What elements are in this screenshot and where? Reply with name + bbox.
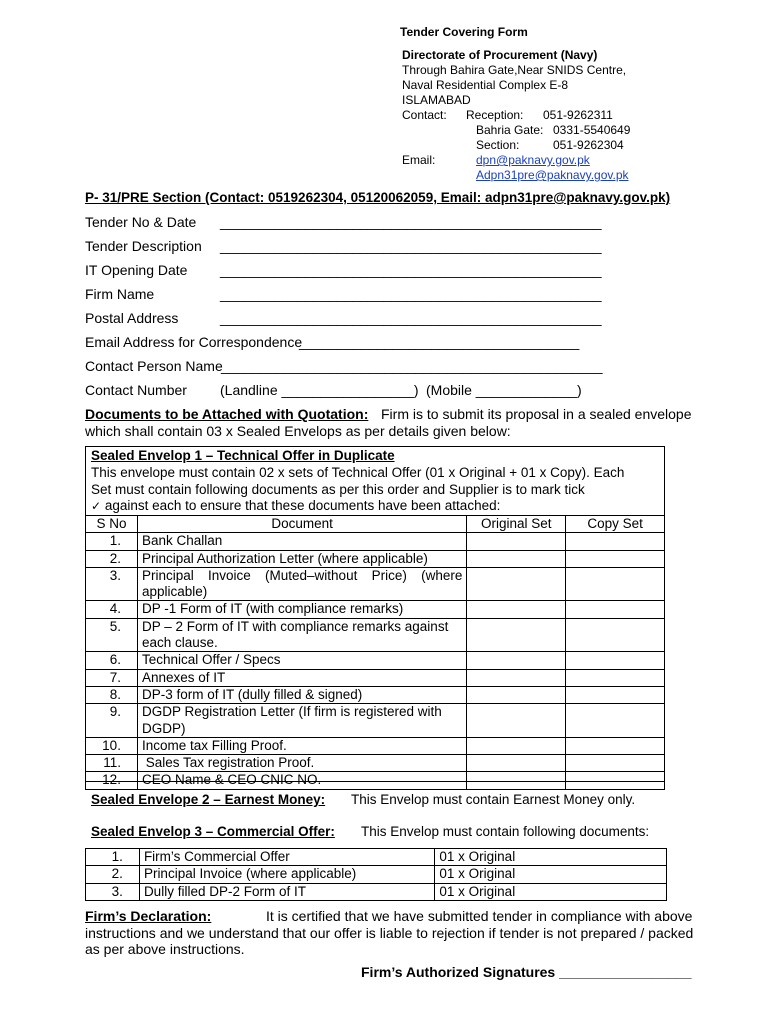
table-row [86,883,667,900]
row-document: Dully filled DP-2 Form of IT [139,883,434,900]
sealed-envelop-1-desc-2: Set must contain following documents as per this order and Supplier is to mark tick [91,482,585,497]
row-no: 3. [86,883,140,900]
reception-label: Reception: [466,108,524,122]
table-row [86,866,667,883]
row-no: 11. [86,755,138,772]
firm-name-line[interactable]: _________________________________________________ [220,286,602,302]
contact-label: Contact: [402,108,447,122]
row-no: 1. [86,533,138,550]
copy-set-cell[interactable] [566,618,665,652]
table-row [86,772,665,789]
row-no: 9. [86,704,138,738]
signature-line[interactable]: _________________ [559,964,692,980]
table-row [86,669,665,686]
table-row [86,567,665,601]
table-row [86,737,665,754]
row-no: 6. [86,652,138,669]
original-set-cell[interactable] [467,601,566,618]
row-document: Sales Tax registration Proof. [137,755,466,772]
section-label: Section: [476,138,520,152]
row-no: 4. [86,601,138,618]
original-set-cell[interactable] [467,533,566,550]
landline-field[interactable]: (Landline _________________) [220,382,419,398]
table-row [86,652,665,669]
org-name: Directorate of Procurement (Navy) [402,48,598,62]
email-correspondence-label: Email Address for Correspondence [85,334,303,350]
documents-intro-2: which shall contain 03 x Sealed Envelops as per details given below: [85,423,511,439]
table-row [86,550,665,567]
declaration-text-1: It is certified that we have submitted tender in compliance with above [266,908,693,924]
original-set-cell[interactable] [467,618,566,652]
copy-set-cell[interactable] [566,652,665,669]
original-set-cell[interactable] [467,704,566,738]
reception-number: 051-9262311 [543,108,613,122]
tender-no-line[interactable]: _________________________________________________ [220,214,602,230]
col-document-header: Document [137,516,466,533]
signature-row [361,964,691,980]
copy-set-cell[interactable] [566,601,665,618]
copy-set-cell[interactable] [566,737,665,754]
sealed-envelop-1-desc-3: against each to ensure that these documents have been attached: [101,498,501,513]
copy-set-cell[interactable] [566,533,665,550]
signature-label: Firm’s Authorized Signatures [361,964,556,980]
original-set-cell[interactable] [467,737,566,754]
postal-address-line[interactable]: _________________________________________________ [220,310,602,326]
form-title: Tender Covering Form [400,25,528,39]
tender-no-label: Tender No & Date [85,214,197,230]
col-original-set-header: Original Set [467,516,566,533]
col-copy-set-header: Copy Set [566,516,665,533]
row-document: Firm’s Commercial Offer [139,849,434,866]
row-no: 7. [86,669,138,686]
row-no: 12. [86,772,138,789]
table-row [86,686,665,703]
email-correspondence-line[interactable]: ____________________________________ [299,334,580,350]
row-document: Technical Offer / Specs [137,652,466,669]
row-document: Income tax Filling Proof. [137,737,466,754]
contact-number-label: Contact Number [85,382,187,398]
firm-name-label: Firm Name [85,286,155,302]
copy-set-cell[interactable] [566,686,665,703]
row-no: 8. [86,686,138,703]
table-header-row [86,516,665,533]
section-heading: P- 31/PRE Section (Contact: 0519262304, 05120062059, Email: adpn31pre@paknavy.gov.pk) [85,190,671,205]
sealed-envelope-2-desc: This Envelop must contain Earnest Money only. [351,792,636,807]
mobile-field[interactable]: (Mobile _____________) [426,382,582,398]
tender-description-line[interactable]: _________________________________________________ [220,238,602,254]
row-quantity: 01 x Original [435,866,667,883]
contact-person-line[interactable]: _________________________________________________ [221,358,603,374]
original-set-cell[interactable] [467,567,566,601]
declaration-title: Firm’s Declaration: [85,908,212,924]
table-row [86,704,665,738]
row-quantity: 01 x Original [435,849,667,866]
tender-description-label: Tender Description [85,238,202,254]
declaration-text-2: instructions and we understand that our offer is liable to rejection if tender is not prepared / packed [85,925,694,941]
original-set-cell[interactable] [467,669,566,686]
copy-set-cell[interactable] [566,772,665,789]
row-no: 5. [86,618,138,652]
sealed-envelop-1-desc-1: This envelope must contain 02 x sets of Technical Offer (01 x Original + 01 x Copy). Each [91,465,625,480]
copy-set-cell[interactable] [566,567,665,601]
sealed-envelop-1-box [85,446,665,788]
sealed-envelope-2-title: Sealed Envelope 2 – Earnest Money: [91,792,326,807]
sealed-envelop-1-title: Sealed Envelop 1 – Technical Offer in Duplicate [91,448,395,463]
address-line-2: Naval Residential Complex E-8 [402,78,569,92]
bahria-gate-label: Bahria Gate: [476,123,544,137]
table-row [86,618,665,652]
section-number: 051-9262304 [553,138,624,152]
original-set-cell[interactable] [467,755,566,772]
row-document: Bank Challan [137,533,466,550]
row-no: 10. [86,737,138,754]
email-link-dpn[interactable]: dpn@paknavy.gov.pk [476,153,590,167]
copy-set-cell[interactable] [566,704,665,738]
checkmark-icon: ✓ [91,499,102,513]
row-document: DGDP Registration Letter (If firm is registered with DGDP) [137,704,466,738]
address-line-3: ISLAMABAD [402,93,471,107]
commercial-documents-table [85,848,667,901]
address-line-1: Through Bahira Gate,Near SNIDS Centre, [402,63,627,77]
table-row [86,601,665,618]
row-document: DP – 2 Form of IT with compliance remarks against each clause. [137,618,466,652]
sealed-envelop-1-desc-3-wrap [91,498,500,513]
contact-person-label: Contact Person Name [85,358,223,374]
table-row [86,533,665,550]
email-label: Email: [402,153,436,167]
it-opening-date-label: IT Opening Date [85,262,188,278]
declaration-text-3: as per above instructions. [85,941,245,957]
postal-address-label: Postal Address [85,310,179,326]
it-opening-date-line[interactable]: _________________________________________________ [220,262,602,278]
table-row [86,849,667,866]
row-document: DP -1 Form of IT (with compliance remarks) [137,601,466,618]
original-set-cell[interactable] [467,686,566,703]
row-document: CEO Name & CEO CNIC NO. [137,772,466,789]
row-no: 2. [86,550,138,567]
row-no: 1. [86,849,140,866]
row-document: DP-3 form of IT (dully filled & signed) [137,686,466,703]
row-no: 2. [86,866,140,883]
table-row [86,755,665,772]
technical-documents-table [85,515,665,790]
row-document: Principal Invoice (where applicable) [139,866,434,883]
copy-set-cell[interactable] [566,550,665,567]
documents-intro-1: Firm is to submit its proposal in a sealed envelope [381,406,692,422]
documents-heading: Documents to be Attached with Quotation: [85,406,369,422]
email-link-adpn31pre[interactable]: Adpn31pre@paknavy.gov.pk [476,168,629,182]
row-document: Annexes of IT [137,669,466,686]
sealed-envelop-3-title: Sealed Envelop 3 – Commercial Offer: [91,824,335,839]
row-document: Principal Invoice (Muted–without Price) (where applicable) [137,567,466,601]
copy-set-cell[interactable] [566,669,665,686]
original-set-cell[interactable] [467,772,566,789]
row-no: 3. [86,567,138,601]
copy-set-cell[interactable] [566,755,665,772]
original-set-cell[interactable] [467,652,566,669]
col-sno-header: S No [86,516,138,533]
original-set-cell[interactable] [467,550,566,567]
row-document: Principal Authorization Letter (where applicable) [137,550,466,567]
bahria-gate-number: 0331-5540649 [553,123,631,137]
sealed-envelop-3-desc: This Envelop must contain following documents: [361,824,650,839]
row-quantity: 01 x Original [435,883,667,900]
